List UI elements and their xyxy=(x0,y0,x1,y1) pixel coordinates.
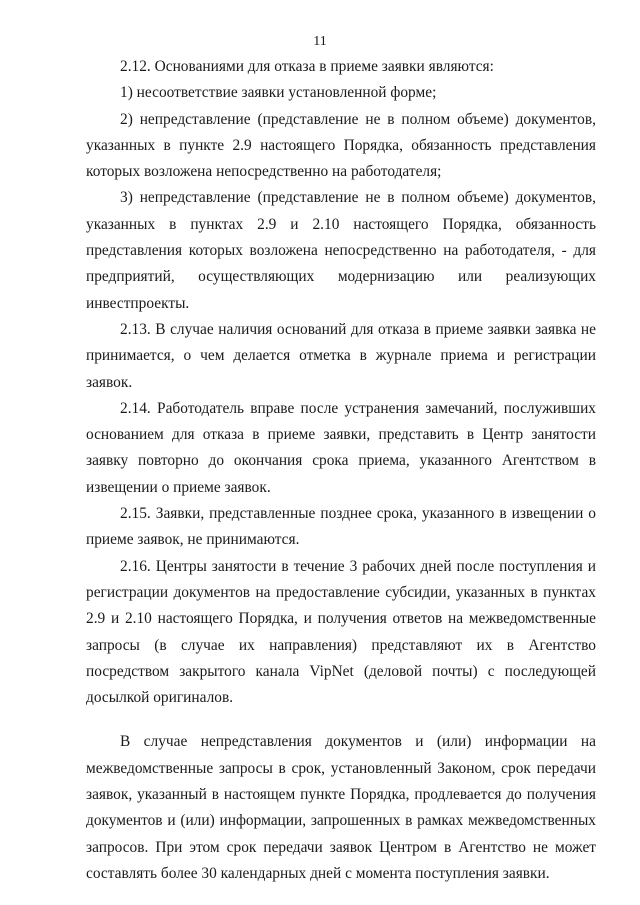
paragraph-2-13: 2.13. В случае наличия оснований для отказа в приеме заявки заявка не принимается, о чем делается отметка в журнале приема и регистрации заявок. xyxy=(86,320,596,391)
document-body xyxy=(86,54,596,887)
page-number: 11 xyxy=(313,34,327,49)
paragraph-delay-clause: В случае непредставления документов и (или) информации на межведомственные запросы в срок, установленный Законом, срок передачи заявок, указанный в настоящем пункте Порядка, продлевается до получения документов и (или) информации, запрошенных в рамках межведомственных запросов. При этом срок передачи заявок Центром в Агентство не может составлять более 30 календарных дней с момента поступления заявки. xyxy=(86,733,596,882)
paragraph-2-14: 2.14. Работодатель вправе после устранения замечаний, послуживших основанием для отказа в приеме заявки, представить в Центр занятости заявку повторно до окончания срока приема, указанного Агентством в извещении о приеме заявок. xyxy=(86,399,596,496)
paragraph-2-12: 2.12. Основаниями для отказа в приеме заявки являются: xyxy=(120,58,494,75)
list-item-3: 3) непредставление (представление не в полном объеме) документов, указанных в пунктах 2.9 и 2.10 настоящего Порядка, обязанность представления которых возложена непосредственно на работодателя, - для предприятий, осуществляющих модернизацию или реализующих инвестпроекты. xyxy=(86,189,596,312)
paragraph-2-15: 2.15. Заявки, представленные позднее срока, указанного в извещении о приеме заявок, не принимаются. xyxy=(86,505,596,549)
list-item-1: 1) несоответствие заявки установленной форме; xyxy=(120,84,437,102)
paragraph-2-16: 2.16. Центры занятости в течение 3 рабочих дней после поступления и регистрации документов на предоставление субсидии, указанных в пунктах 2.9 и 2.10 настоящего Порядка, и получения ответов на межведомственные запросы (в случае их направления) представляют их в Агентство посредством закрытого канала VipNet (деловой почты) с последующей досылкой оригиналов. xyxy=(86,557,596,707)
list-item-2: 2) непредставление (представление не в полном объеме) документов, указанных в пункте 2.9 настоящего Порядка, обязанность представления которых возложена непосредственно на работодателя; xyxy=(86,110,596,181)
